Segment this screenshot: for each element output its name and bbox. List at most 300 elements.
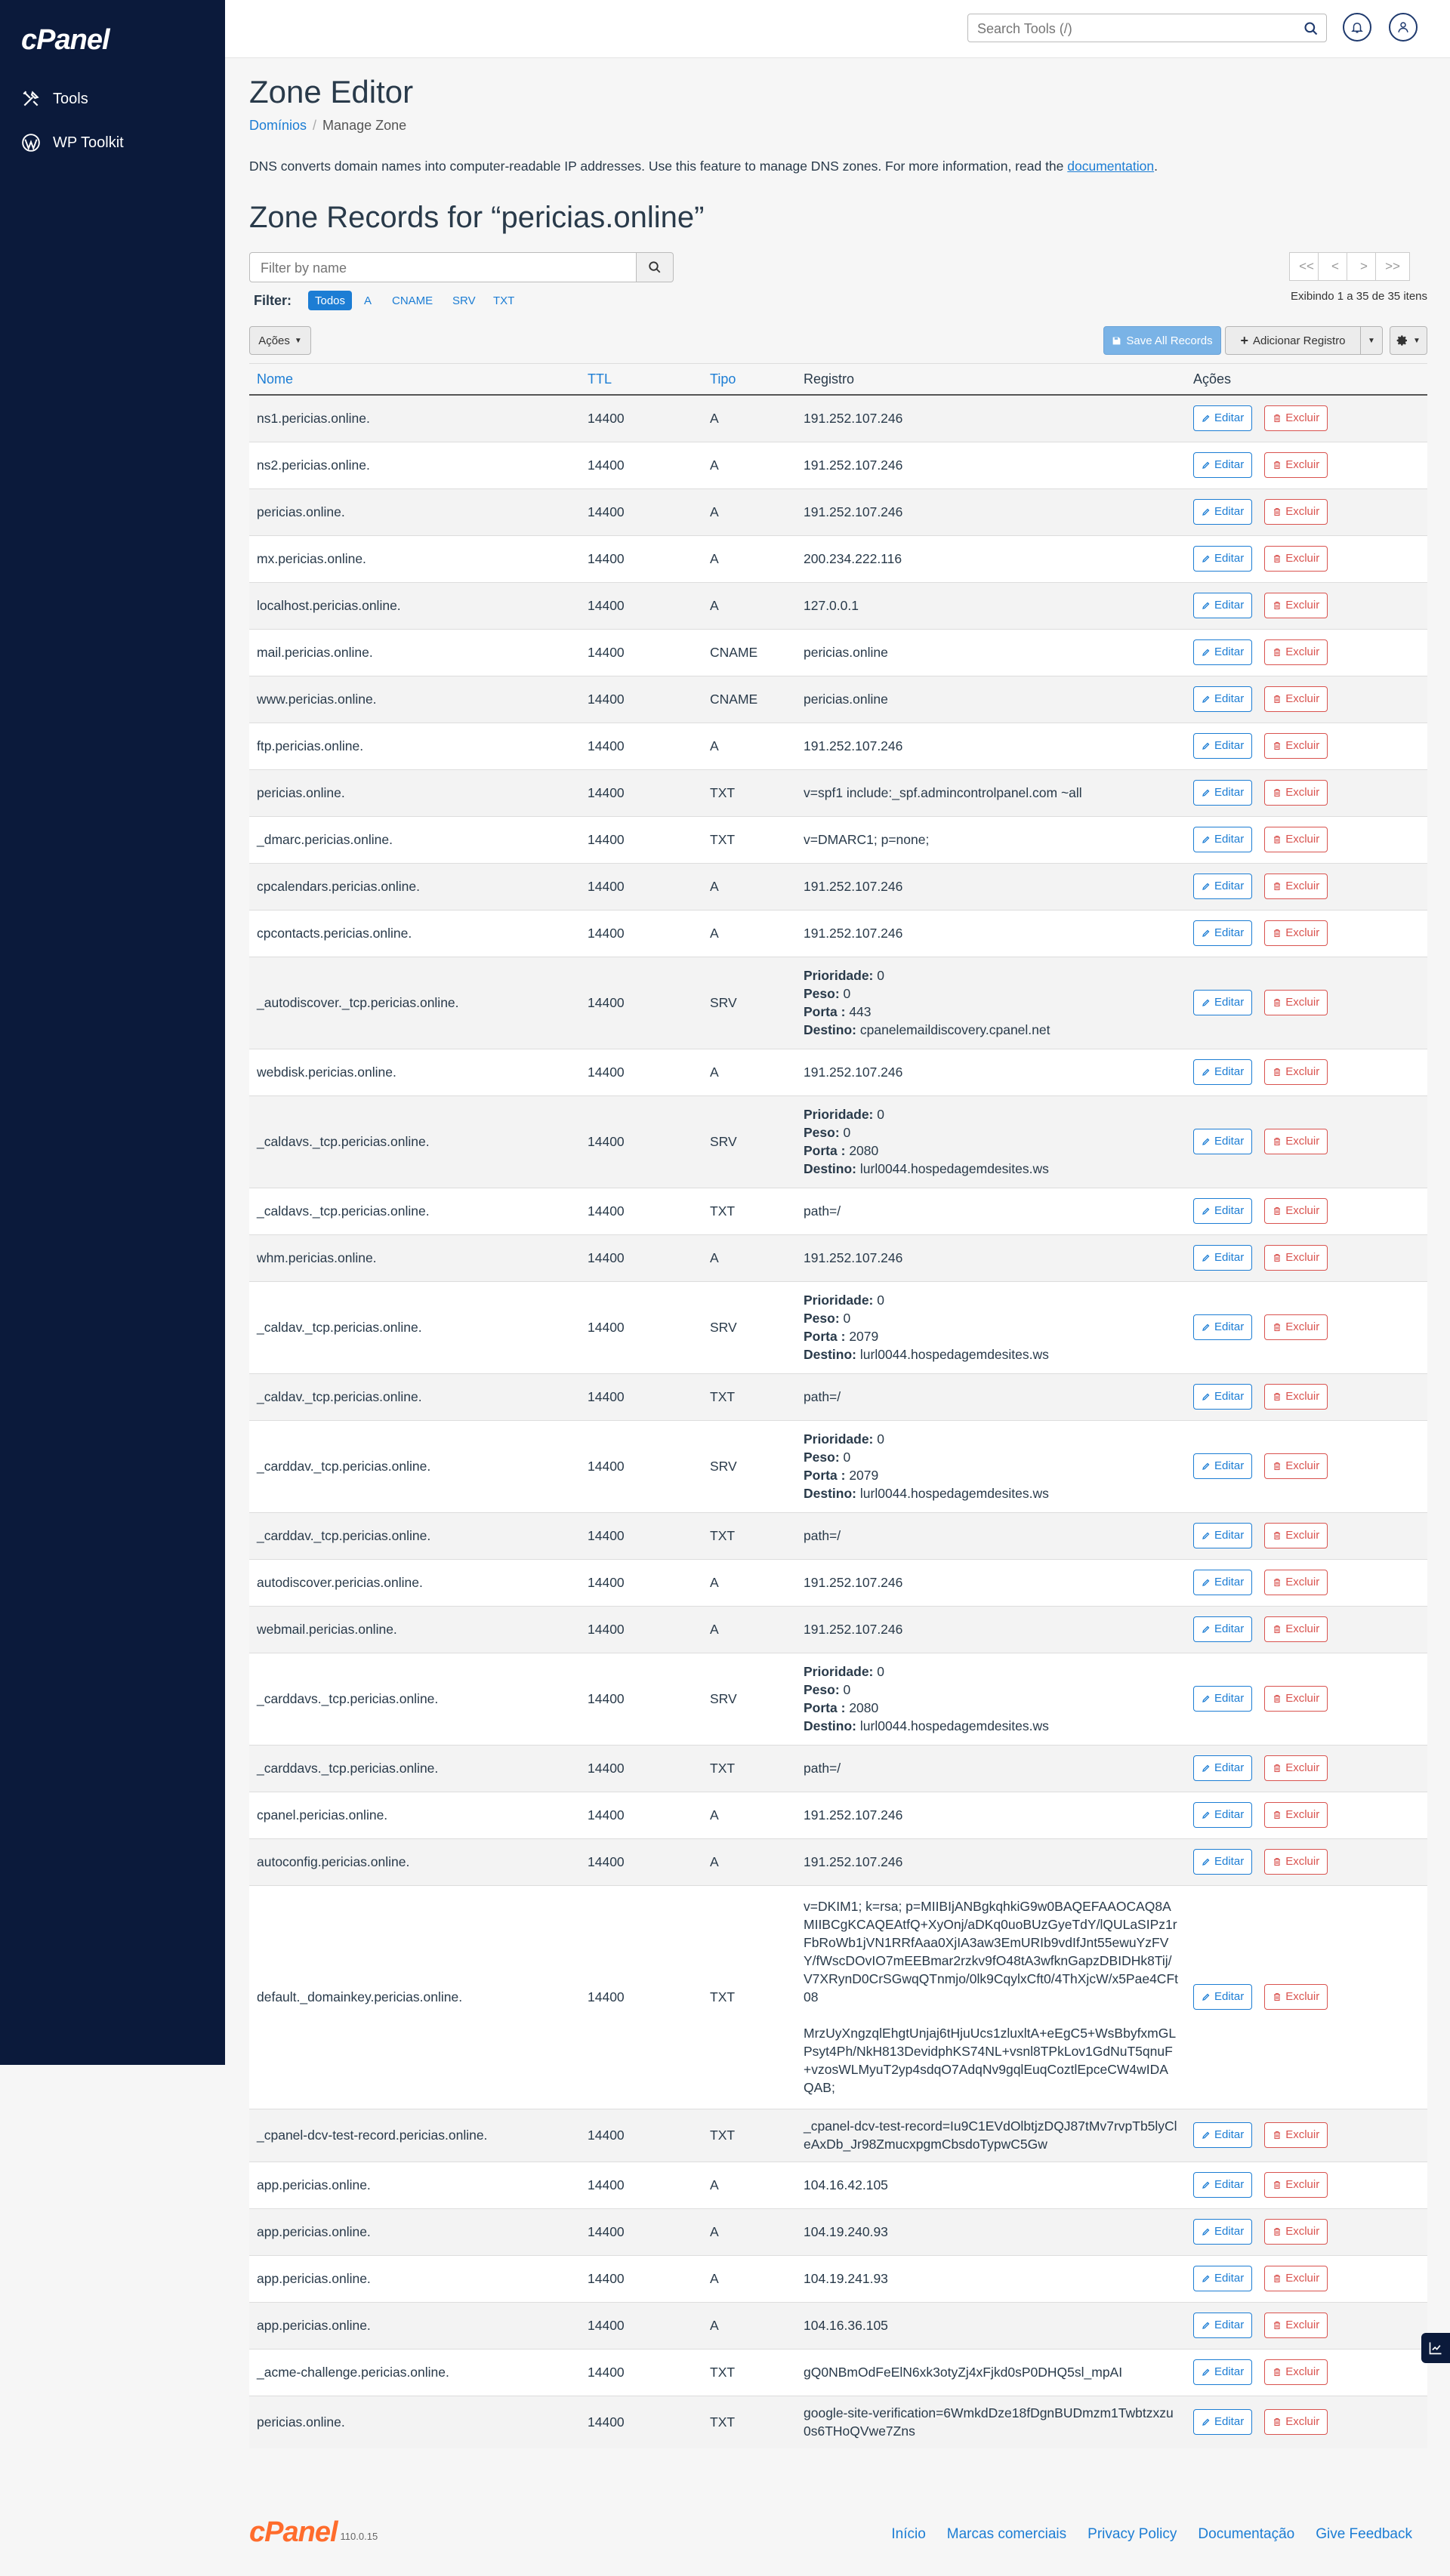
record-name: pericias.online. xyxy=(249,488,580,535)
srv-port: 2080 xyxy=(849,1700,879,1715)
srv-weight: 0 xyxy=(843,1311,851,1326)
save-icon xyxy=(1112,336,1121,346)
pagination-info: Exibindo 1 a 35 de 35 itens xyxy=(1291,290,1427,303)
record-type: TXT xyxy=(702,1512,796,1559)
trash-icon xyxy=(1273,929,1282,938)
trash-icon xyxy=(1273,2131,1282,2140)
record-ttl: 14400 xyxy=(580,395,702,442)
record-ttl: 14400 xyxy=(580,2109,702,2162)
pencil-icon xyxy=(1202,1625,1211,1634)
table-row xyxy=(249,1281,1427,1373)
pencil-icon xyxy=(1202,601,1211,610)
sidebar-item-wp-toolkit[interactable] xyxy=(21,133,124,153)
cpanel-logo[interactable]: cPanel xyxy=(21,24,110,56)
record-value: path=/ xyxy=(804,1761,841,1776)
filter-box xyxy=(249,252,637,282)
record-type: A xyxy=(702,2302,796,2349)
record-name: app.pericias.online. xyxy=(249,2208,580,2255)
record-value: pericias.online xyxy=(804,645,888,660)
delete-button[interactable]: Excluir xyxy=(1264,405,1328,431)
record-name: webdisk.pericias.online. xyxy=(249,1049,580,1095)
record-ttl: 14400 xyxy=(580,1095,702,1188)
edit-button[interactable]: Editar xyxy=(1193,686,1252,712)
delete-button[interactable]: Excluir xyxy=(1264,1245,1328,1271)
record-cell xyxy=(796,769,1186,816)
table-row xyxy=(249,1188,1427,1234)
pencil-icon xyxy=(1202,2227,1211,2236)
delete-button[interactable]: Excluir xyxy=(1264,1686,1328,1712)
edit-button[interactable]: Editar xyxy=(1193,1059,1252,1085)
record-cell xyxy=(796,442,1186,488)
srv-weight: 0 xyxy=(843,1450,851,1465)
record-ttl: 14400 xyxy=(580,863,702,910)
table-row xyxy=(249,582,1427,629)
record-type: TXT xyxy=(702,2109,796,2162)
table-row xyxy=(249,1234,1427,1281)
record-value: 191.252.107.246 xyxy=(804,1854,903,1869)
record-value: 191.252.107.246 xyxy=(804,1065,903,1080)
filter-chip-txt[interactable]: TXT xyxy=(493,294,515,307)
filter-chip-a[interactable]: A xyxy=(364,294,372,307)
edit-button[interactable]: Editar xyxy=(1193,405,1252,431)
table-row xyxy=(249,1885,1427,2109)
edit-button[interactable]: Editar xyxy=(1193,2122,1252,2148)
record-value: 191.252.107.246 xyxy=(804,926,903,941)
table-row xyxy=(249,723,1427,769)
actions-cell xyxy=(1186,488,1427,535)
actions-cell xyxy=(1186,723,1427,769)
table-row xyxy=(249,535,1427,582)
delete-button[interactable]: Excluir xyxy=(1264,874,1328,899)
save-all-records-button[interactable]: Save All Records xyxy=(1103,326,1221,355)
edit-button[interactable]: Editar xyxy=(1193,1384,1252,1410)
delete-button[interactable]: Excluir xyxy=(1264,1314,1328,1340)
record-cell xyxy=(796,863,1186,910)
edit-button[interactable]: Editar xyxy=(1193,452,1252,478)
delete-button[interactable]: Excluir xyxy=(1264,1453,1328,1479)
record-name: _carddavs._tcp.pericias.online. xyxy=(249,1745,580,1792)
srv-port: 443 xyxy=(849,1004,872,1019)
record-value: google-site-verification=6WmkdDze18fDgnBUDmzm1Twbtzxzu0s6THoQVwe7Zns xyxy=(804,2405,1174,2439)
record-type: CNAME xyxy=(702,676,796,723)
pencil-icon xyxy=(1202,929,1211,938)
sidebar-item-tools[interactable] xyxy=(21,89,88,109)
actions-cell xyxy=(1186,535,1427,582)
record-ttl: 14400 xyxy=(580,488,702,535)
delete-button[interactable]: Excluir xyxy=(1264,2219,1328,2245)
pencil-icon xyxy=(1202,648,1211,657)
edit-button[interactable]: Editar xyxy=(1193,1686,1252,1712)
record-ttl: 14400 xyxy=(580,910,702,957)
caret-down-icon: ▼ xyxy=(1413,336,1421,345)
stats-side-tab[interactable] xyxy=(1421,2333,1450,2363)
delete-button[interactable]: Excluir xyxy=(1264,2172,1328,2198)
trash-icon xyxy=(1273,741,1282,750)
delete-button[interactable]: Excluir xyxy=(1264,452,1328,478)
record-ttl: 14400 xyxy=(580,2162,702,2208)
record-ttl: 14400 xyxy=(580,1885,702,2109)
search-input[interactable] xyxy=(968,14,1296,43)
record-cell xyxy=(796,816,1186,863)
actions-cell xyxy=(1186,1512,1427,1559)
trash-icon xyxy=(1273,1206,1282,1216)
delete-button[interactable]: Excluir xyxy=(1264,733,1328,759)
record-type: SRV xyxy=(702,1095,796,1188)
delete-button[interactable]: Excluir xyxy=(1264,639,1328,665)
pagination-last[interactable]: >> xyxy=(1375,252,1410,281)
record-name: _caldavs._tcp.pericias.online. xyxy=(249,1188,580,1234)
user-menu-button[interactable] xyxy=(1389,13,1418,42)
actions-cell xyxy=(1186,2255,1427,2302)
edit-button[interactable]: Editar xyxy=(1193,2409,1252,2435)
pencil-icon xyxy=(1202,2180,1211,2189)
record-type: A xyxy=(702,1234,796,1281)
edit-button[interactable]: Editar xyxy=(1193,874,1252,899)
notifications-button[interactable] xyxy=(1343,13,1371,42)
record-name: _carddav._tcp.pericias.online. xyxy=(249,1420,580,1512)
record-type: CNAME xyxy=(702,629,796,676)
trash-icon xyxy=(1273,461,1282,470)
page-description: DNS converts domain names into computer-readable IP addresses. Use this feature to manage DNS zones. For more information, read the documentation. xyxy=(249,159,1158,174)
zone-records-table xyxy=(249,363,1427,2448)
delete-button[interactable]: Excluir xyxy=(1264,1198,1328,1224)
delete-button[interactable]: Excluir xyxy=(1264,593,1328,618)
srv-target: lurl0044.hospedagemdesites.ws xyxy=(859,1161,1049,1176)
record-cell xyxy=(796,488,1186,535)
record-cell xyxy=(796,723,1186,769)
column-header-type[interactable]: Tipo xyxy=(702,364,796,396)
record-type: SRV xyxy=(702,1420,796,1512)
record-type: TXT xyxy=(702,1188,796,1234)
table-row xyxy=(249,769,1427,816)
actions-cell xyxy=(1186,910,1427,957)
record-cell xyxy=(796,1188,1186,1234)
search-icon[interactable] xyxy=(1303,21,1319,36)
tool-search xyxy=(967,14,1327,42)
record-name: ftp.pericias.online. xyxy=(249,723,580,769)
trash-icon xyxy=(1273,1810,1282,1820)
actions-cell xyxy=(1186,1373,1427,1420)
breadcrumb-current: Manage Zone xyxy=(322,118,407,133)
record-value: pericias.online xyxy=(804,692,888,707)
trash-icon xyxy=(1273,2274,1282,2283)
delete-button[interactable]: Excluir xyxy=(1264,1802,1328,1828)
footer-cpanel-logo: cPanel xyxy=(249,2516,338,2548)
caret-down-icon: ▼ xyxy=(294,336,302,345)
record-name: _autodiscover._tcp.pericias.online. xyxy=(249,957,580,1049)
srv-priority: 0 xyxy=(877,968,884,983)
delete-button[interactable]: Excluir xyxy=(1264,1129,1328,1154)
pencil-icon xyxy=(1202,1253,1211,1262)
table-row xyxy=(249,1745,1427,1792)
footer-link-documentation[interactable]: Documentação xyxy=(1198,2526,1295,2542)
add-record-dropdown-toggle[interactable] xyxy=(1360,326,1383,355)
trash-icon xyxy=(1273,695,1282,704)
record-cell xyxy=(796,2255,1186,2302)
breadcrumb-domains[interactable]: Domínios xyxy=(249,118,307,133)
column-header-ttl[interactable]: TTL xyxy=(580,364,702,396)
record-cell: Prioridade: 0 Peso: 0 Porta : 443 Destino: cpanelemaildiscovery.cpanel.net xyxy=(796,957,1186,1049)
actions-cell xyxy=(1186,1095,1427,1188)
record-ttl: 14400 xyxy=(580,2208,702,2255)
table-row xyxy=(249,488,1427,535)
footer-link-privacy[interactable]: Privacy Policy xyxy=(1088,2526,1177,2542)
delete-button[interactable]: Excluir xyxy=(1264,1849,1328,1875)
version-label: 110.0.15 xyxy=(340,2531,378,2542)
record-type: A xyxy=(702,910,796,957)
delete-button[interactable]: Excluir xyxy=(1264,2359,1328,2385)
actions-cell xyxy=(1186,1049,1427,1095)
actions-cell xyxy=(1186,2349,1427,2396)
filter-chip-cname[interactable]: CNAME xyxy=(392,294,433,307)
record-value: 200.234.222.116 xyxy=(804,551,902,566)
pagination-first[interactable]: << xyxy=(1289,252,1324,281)
record-type: TXT xyxy=(702,1745,796,1792)
pencil-icon xyxy=(1202,1531,1211,1540)
actions-cell xyxy=(1186,816,1427,863)
delete-button[interactable]: Excluir xyxy=(1264,1059,1328,1085)
record-value: 191.252.107.246 xyxy=(804,1622,903,1637)
edit-button[interactable]: Editar xyxy=(1193,1755,1252,1781)
pagination-prev[interactable]: < xyxy=(1318,252,1353,281)
sidebar-item-label: WP Toolkit xyxy=(53,134,124,151)
srv-weight: 0 xyxy=(843,1682,851,1697)
record-value: 104.16.42.105 xyxy=(804,2177,888,2192)
delete-button[interactable]: Excluir xyxy=(1264,1523,1328,1548)
delete-button[interactable]: Excluir xyxy=(1264,990,1328,1015)
footer-link-feedback[interactable]: Give Feedback xyxy=(1316,2526,1412,2542)
delete-button[interactable]: Excluir xyxy=(1264,827,1328,852)
edit-button[interactable]: Editar xyxy=(1193,990,1252,1015)
record-ttl: 14400 xyxy=(580,629,702,676)
column-header-name[interactable]: Nome xyxy=(249,364,580,396)
edit-button[interactable]: Editar xyxy=(1193,920,1252,946)
edit-button[interactable]: Editar xyxy=(1193,1570,1252,1595)
delete-button[interactable]: Excluir xyxy=(1264,1384,1328,1410)
actions-cell xyxy=(1186,442,1427,488)
trash-icon xyxy=(1273,1531,1282,1540)
record-type: SRV xyxy=(702,1653,796,1745)
footer-logo xyxy=(249,2518,378,2547)
record-type: TXT xyxy=(702,816,796,863)
trash-icon xyxy=(1273,2180,1282,2189)
table-row xyxy=(249,1373,1427,1420)
pencil-icon xyxy=(1202,2321,1211,2330)
edit-button[interactable]: Editar xyxy=(1193,827,1252,852)
delete-button[interactable]: Excluir xyxy=(1264,1570,1328,1595)
delete-button[interactable]: Excluir xyxy=(1264,1984,1328,2010)
actions-cell xyxy=(1186,582,1427,629)
delete-button[interactable]: Excluir xyxy=(1264,1755,1328,1781)
delete-button[interactable]: Excluir xyxy=(1264,2122,1328,2148)
edit-button[interactable]: Editar xyxy=(1193,1314,1252,1340)
edit-button[interactable]: Editar xyxy=(1193,733,1252,759)
edit-button[interactable]: Editar xyxy=(1193,639,1252,665)
edit-button[interactable]: Editar xyxy=(1193,1245,1252,1271)
edit-button[interactable]: Editar xyxy=(1193,1616,1252,1642)
srv-target: lurl0044.hospedagemdesites.ws xyxy=(859,1718,1049,1733)
pencil-icon xyxy=(1202,507,1211,516)
record-value: 191.252.107.246 xyxy=(804,411,903,427)
top-bar xyxy=(225,0,1450,58)
edit-button[interactable]: Editar xyxy=(1193,1849,1252,1875)
delete-button[interactable]: Excluir xyxy=(1264,2409,1328,2435)
actions-cell xyxy=(1186,1792,1427,1838)
delete-button[interactable]: Excluir xyxy=(1264,780,1328,806)
pencil-icon xyxy=(1202,1462,1211,1471)
record-cell: Prioridade: 0 Peso: 0 Porta : 2079 Destino: lurl0044.hospedagemdesites.ws xyxy=(796,1281,1186,1373)
pencil-icon xyxy=(1202,414,1211,423)
table-row xyxy=(249,910,1427,957)
delete-button[interactable]: Excluir xyxy=(1264,1616,1328,1642)
filter-chip-srv[interactable]: SRV xyxy=(452,294,476,307)
record-type: A xyxy=(702,723,796,769)
record-name: mx.pericias.online. xyxy=(249,535,580,582)
edit-button[interactable]: Editar xyxy=(1193,2172,1252,2198)
edit-button[interactable]: Editar xyxy=(1193,593,1252,618)
record-name: ns1.pericias.online. xyxy=(249,395,580,442)
record-value: 104.19.241.93 xyxy=(804,2271,888,2286)
settings-dropdown-button[interactable] xyxy=(1390,326,1427,355)
record-value: 191.252.107.246 xyxy=(804,504,903,519)
actions-cell xyxy=(1186,395,1427,442)
edit-button[interactable]: Editar xyxy=(1193,1453,1252,1479)
record-name: _caldavs._tcp.pericias.online. xyxy=(249,1095,580,1188)
footer-links xyxy=(891,2526,1412,2543)
delete-button[interactable]: Excluir xyxy=(1264,920,1328,946)
record-ttl: 14400 xyxy=(580,1373,702,1420)
edit-button[interactable]: Editar xyxy=(1193,1984,1252,2010)
delete-button[interactable]: Excluir xyxy=(1264,499,1328,525)
record-value: 191.252.107.246 xyxy=(804,738,903,753)
table-row xyxy=(249,863,1427,910)
table-row xyxy=(249,957,1427,1049)
record-ttl: 14400 xyxy=(580,1838,702,1885)
record-value: 127.0.0.1 xyxy=(804,598,859,613)
actions-cell xyxy=(1186,1653,1427,1745)
record-ttl: 14400 xyxy=(580,1792,702,1838)
documentation-link[interactable]: documentation xyxy=(1067,159,1155,174)
edit-button[interactable]: Editar xyxy=(1193,499,1252,525)
pagination-next[interactable]: > xyxy=(1347,252,1381,281)
record-value: path=/ xyxy=(804,1203,841,1219)
table-row xyxy=(249,2302,1427,2349)
actions-dropdown-button[interactable]: Ações ▼ xyxy=(249,326,311,355)
record-type: A xyxy=(702,1606,796,1653)
filter-search-button[interactable] xyxy=(636,252,674,282)
srv-priority: 0 xyxy=(877,1107,884,1122)
record-name: _caldav._tcp.pericias.online. xyxy=(249,1373,580,1420)
footer-link-inicio[interactable]: Início xyxy=(891,2526,926,2542)
edit-button[interactable]: Editar xyxy=(1193,1523,1252,1548)
pencil-icon xyxy=(1202,461,1211,470)
record-type: A xyxy=(702,488,796,535)
trash-icon xyxy=(1273,2417,1282,2427)
bell-icon xyxy=(1350,20,1364,34)
edit-button[interactable]: Editar xyxy=(1193,2359,1252,2385)
edit-button[interactable]: Editar xyxy=(1193,2266,1252,2291)
record-name: cpanel.pericias.online. xyxy=(249,1792,580,1838)
record-name: _dmarc.pericias.online. xyxy=(249,816,580,863)
trash-icon xyxy=(1273,1253,1282,1262)
srv-weight: 0 xyxy=(843,986,851,1001)
trash-icon xyxy=(1273,1323,1282,1332)
record-name: _acme-challenge.pericias.online. xyxy=(249,2349,580,2396)
record-name: app.pericias.online. xyxy=(249,2255,580,2302)
record-cell xyxy=(796,2109,1186,2162)
edit-button[interactable]: Editar xyxy=(1193,780,1252,806)
table-row xyxy=(249,1049,1427,1095)
edit-button[interactable]: Editar xyxy=(1193,546,1252,572)
filter-input[interactable] xyxy=(250,253,632,283)
pencil-icon xyxy=(1202,1694,1211,1703)
delete-button[interactable]: Excluir xyxy=(1264,686,1328,712)
record-cell xyxy=(796,2302,1186,2349)
edit-button[interactable]: Editar xyxy=(1193,2313,1252,2338)
record-type: A xyxy=(702,1049,796,1095)
record-type: A xyxy=(702,395,796,442)
record-ttl: 14400 xyxy=(580,1559,702,1606)
footer-link-trademarks[interactable]: Marcas comerciais xyxy=(946,2526,1067,2542)
record-name: cpcontacts.pericias.online. xyxy=(249,910,580,957)
table-row xyxy=(249,1838,1427,1885)
table-row xyxy=(249,1512,1427,1559)
pencil-icon xyxy=(1202,1857,1211,1866)
record-value: 104.19.240.93 xyxy=(804,2224,888,2239)
record-type: TXT xyxy=(702,2396,796,2448)
srv-priority: 0 xyxy=(877,1664,884,1679)
record-type: A xyxy=(702,1838,796,1885)
delete-button[interactable]: Excluir xyxy=(1264,2313,1328,2338)
add-record-button[interactable]: + Adicionar Registro xyxy=(1225,326,1361,355)
filter-chip-todos[interactable]: Todos xyxy=(308,291,352,310)
record-type: A xyxy=(702,582,796,629)
trash-icon xyxy=(1273,1764,1282,1773)
plus-icon: + xyxy=(1240,332,1248,348)
record-cell xyxy=(796,676,1186,723)
record-ttl: 14400 xyxy=(580,769,702,816)
record-value: 191.252.107.246 xyxy=(804,458,903,473)
pencil-icon xyxy=(1202,1578,1211,1587)
edit-button[interactable]: Editar xyxy=(1193,1129,1252,1154)
edit-button[interactable]: Editar xyxy=(1193,1198,1252,1224)
actions-cell xyxy=(1186,1885,1427,2109)
trash-icon xyxy=(1273,1392,1282,1401)
edit-button[interactable]: Editar xyxy=(1193,2219,1252,2245)
pencil-icon xyxy=(1202,2368,1211,2377)
pencil-icon xyxy=(1202,2131,1211,2140)
delete-button[interactable]: Excluir xyxy=(1264,2266,1328,2291)
breadcrumb: Domínios / Manage Zone xyxy=(249,118,407,133)
record-cell xyxy=(796,2396,1186,2448)
record-type: TXT xyxy=(702,1373,796,1420)
actions-cell xyxy=(1186,1745,1427,1792)
actions-cell xyxy=(1186,863,1427,910)
record-type: SRV xyxy=(702,957,796,1049)
edit-button[interactable]: Editar xyxy=(1193,1802,1252,1828)
trash-icon xyxy=(1273,2321,1282,2330)
srv-target: lurl0044.hospedagemdesites.ws xyxy=(859,1347,1049,1362)
actions-cell xyxy=(1186,1188,1427,1234)
record-value: 191.252.107.246 xyxy=(804,1807,903,1823)
record-type: A xyxy=(702,2162,796,2208)
table-row xyxy=(249,1792,1427,1838)
record-ttl: 14400 xyxy=(580,1234,702,1281)
trash-icon xyxy=(1273,601,1282,610)
table-row xyxy=(249,2255,1427,2302)
actions-cell xyxy=(1186,2109,1427,2162)
delete-button[interactable]: Excluir xyxy=(1264,546,1328,572)
